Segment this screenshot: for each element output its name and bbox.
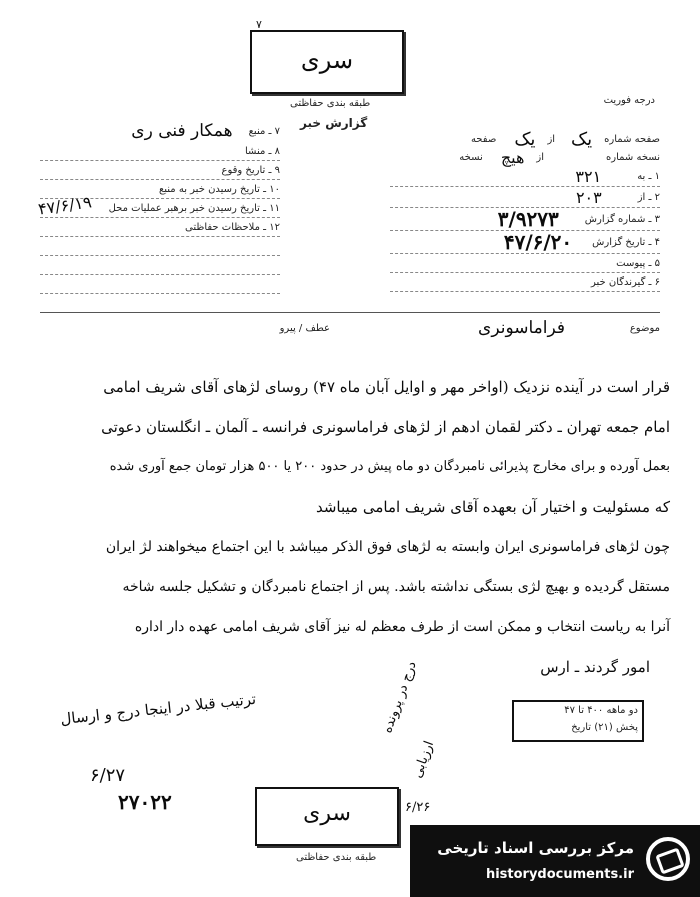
- body-line: که مسئولیت و اختیار آن بعهده آقای شریف امامی میباشد: [315, 498, 670, 516]
- field-label: ۴ ـ تاریخ گزارش: [592, 236, 660, 248]
- note-left-number: ۲۷۰۲۲: [118, 790, 172, 814]
- blank-line: [40, 256, 280, 275]
- receipt-stamp-line2: پخش (۲۱) تاریخ: [571, 722, 638, 733]
- recipients-field: [390, 273, 660, 292]
- classification-label-bottom: طبقه بندی حفاظتی: [296, 852, 377, 863]
- body-line: چون لژهای فراماسونری ایران وابسته به لژهای فوق الذکر میباشد با این اجتماع میخواهند لژ ایران: [105, 539, 670, 555]
- left-margin-date: ۴۷/۶/۱۹: [36, 192, 93, 219]
- blank-line: [40, 237, 280, 256]
- field-value: ۳/۹۲۷۳: [497, 207, 559, 231]
- field-label: ۸ ـ منشا: [244, 145, 280, 157]
- note-left-date: ۶/۲۷: [90, 765, 126, 786]
- doc-corner-mark: ۷: [256, 18, 262, 31]
- field-value: یک: [571, 128, 593, 150]
- field-label: ۱۱ ـ تاریخ رسیدن خبر برهبر عملیات محل: [108, 202, 280, 214]
- classification-stamp-top: [250, 30, 404, 94]
- body-line: قرار است در آینده نزدیک (اواخر مهر و اوایل آبان ماه ۴۷) روسای لژهای آقای شریف امامی: [103, 378, 670, 396]
- classification-stamp-text: سری: [300, 46, 354, 74]
- field-value: ۴۷/۶/۲۰: [503, 230, 573, 254]
- attachment-field: [390, 254, 660, 273]
- watermark: [410, 825, 700, 897]
- field-label: ۱ ـ به: [637, 170, 660, 182]
- field-label: صفحه شماره: [604, 133, 660, 145]
- watermark-logo-icon: [646, 837, 690, 881]
- occurrence-date-field: [40, 161, 280, 180]
- classification-label-top: طبقه بندی حفاظتی: [290, 98, 371, 109]
- field-label: ۷ ـ منبع: [248, 125, 280, 137]
- field-label: ۹ ـ تاریخ وقوع: [221, 164, 280, 176]
- blank-line: [40, 275, 280, 294]
- right-fields: [390, 130, 660, 292]
- subject-label: موضوع: [629, 323, 660, 334]
- report-title: گزارش خبر: [300, 116, 368, 130]
- receipt-stamp-line1: دو ماهه ۴۰۰ تا ۴۷: [564, 705, 638, 716]
- note-middle-2: ارزیابی: [410, 739, 438, 781]
- from-field: [390, 187, 660, 208]
- header-divider: [40, 312, 660, 313]
- field-sep: از: [536, 151, 545, 163]
- note-middle: درج در پرونده: [380, 659, 420, 736]
- field-value: ۳۲۱: [575, 166, 602, 186]
- field-label: ۶ ـ گیرندگان خبر: [590, 276, 660, 288]
- copy-number-field: [390, 148, 660, 166]
- field-sep: از: [547, 133, 556, 145]
- report-number-field: [390, 208, 660, 231]
- body-line: آنرا به ریاست انتخاب و ممکن است از طرف معظم له نیز آقای شریف امامی عهده دار اداره: [134, 619, 670, 635]
- to-field: [390, 166, 660, 187]
- classification-side-number: ۶/۲۶: [405, 800, 431, 815]
- origin-field: [40, 142, 280, 161]
- subject-row: [40, 318, 660, 340]
- body-line: امام جمعه تهران ـ دکتر لقمان ادهم از لژهای فراماسونری فرانسه ـ آلمان ـ انگلستان دعوتی: [101, 418, 670, 436]
- body-line: بعمل آورده و برای مخارج پذیرائی نامبردگان دو ماه پیش در حدود ۲۰۰ یا ۵۰۰ هزار تومان جمع آوری شده: [109, 459, 670, 474]
- field-total: هیچ: [500, 147, 525, 167]
- note-left: ترتیب قبلا در اینجا درج و ارسال: [59, 689, 257, 729]
- field-label: ۱۲ ـ ملاحظات حفاظتی: [185, 221, 280, 233]
- field-label: نسخه شماره: [606, 151, 660, 163]
- body-line: مستقل گردیده و بهیچ لژی بستگی نداشته باشد. پس از اجتماع نامبردگان و تشکیل جلسه شاخه: [122, 579, 670, 595]
- field-suffix: نسخه: [459, 151, 483, 163]
- subject-value: فراماسونری: [478, 318, 565, 338]
- classification-stamp-text: سری: [303, 801, 351, 826]
- body-line: امور گردند ـ ارس: [540, 658, 650, 676]
- field-label: ۱۰ ـ تاریخ رسیدن خبر به منبع: [158, 183, 280, 195]
- reference-label: عطف / پیرو: [279, 323, 330, 334]
- report-date-field: [390, 231, 660, 254]
- field-label: ۳ ـ شماره گزارش: [584, 213, 660, 225]
- watermark-title: مرکز بررسی اسناد تاریخی: [437, 839, 634, 857]
- security-notes-field: [40, 218, 280, 237]
- urgency-label: درجه فوریت: [603, 95, 655, 106]
- field-value: همکار فنی ری: [131, 121, 233, 141]
- watermark-url: historydocuments.ir: [485, 867, 634, 882]
- field-total: یک: [514, 128, 536, 150]
- field-value: ۲۰۳: [575, 187, 602, 207]
- field-label: ۵ ـ پیوست: [616, 257, 660, 269]
- page-number-field: [390, 130, 660, 148]
- report-body: [38, 380, 670, 700]
- source-field: [40, 120, 280, 142]
- field-label: ۲ ـ از: [637, 191, 660, 203]
- receipt-stamp: [512, 700, 644, 742]
- classification-stamp-bottom: [255, 787, 399, 846]
- field-suffix: صفحه: [470, 133, 497, 145]
